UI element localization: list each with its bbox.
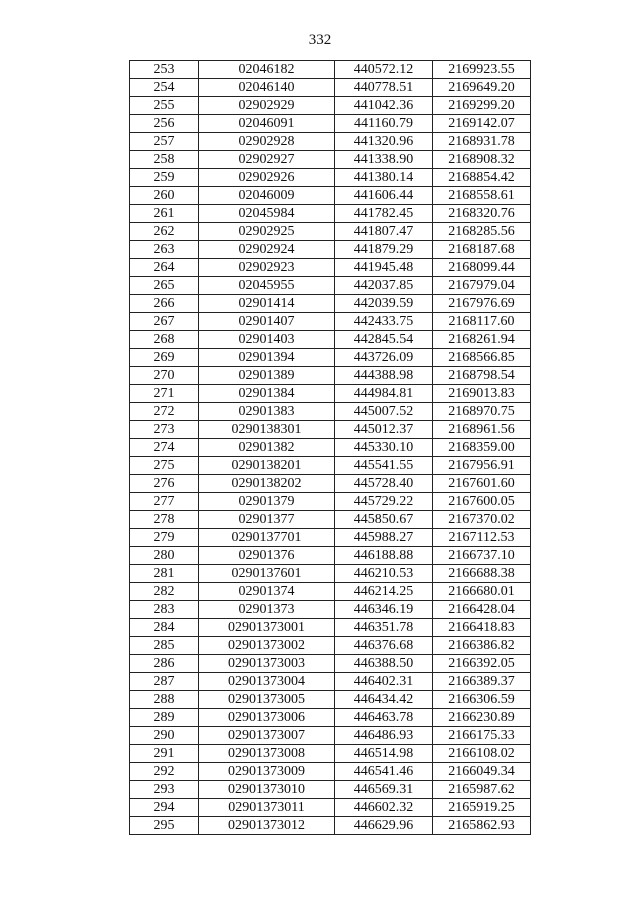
point-number-cell: 290 bbox=[130, 727, 199, 745]
point-number-cell: 289 bbox=[130, 709, 199, 727]
table-row bbox=[130, 313, 531, 331]
point-number-cell: 265 bbox=[130, 277, 199, 295]
y-coordinate-cell: 2168099.44 bbox=[433, 259, 531, 277]
point-number-cell: 267 bbox=[130, 313, 199, 331]
table-row bbox=[130, 583, 531, 601]
x-coordinate-cell: 445728.40 bbox=[335, 475, 433, 493]
y-coordinate-cell: 2166175.33 bbox=[433, 727, 531, 745]
point-number-cell: 285 bbox=[130, 637, 199, 655]
x-coordinate-cell: 446629.96 bbox=[335, 817, 433, 835]
point-id-cell: 02901373009 bbox=[199, 763, 335, 781]
x-coordinate-cell: 446346.19 bbox=[335, 601, 433, 619]
x-coordinate-cell: 442037.85 bbox=[335, 277, 433, 295]
point-id-cell: 0290137601 bbox=[199, 565, 335, 583]
y-coordinate-cell: 2166737.10 bbox=[433, 547, 531, 565]
x-coordinate-cell: 445850.67 bbox=[335, 511, 433, 529]
table-row bbox=[130, 637, 531, 655]
x-coordinate-cell: 445330.10 bbox=[335, 439, 433, 457]
y-coordinate-cell: 2166389.37 bbox=[433, 673, 531, 691]
x-coordinate-cell: 446463.78 bbox=[335, 709, 433, 727]
x-coordinate-cell: 444388.98 bbox=[335, 367, 433, 385]
point-id-cell: 02045955 bbox=[199, 277, 335, 295]
table-row bbox=[130, 403, 531, 421]
table-row bbox=[130, 619, 531, 637]
point-number-cell: 275 bbox=[130, 457, 199, 475]
x-coordinate-cell: 444984.81 bbox=[335, 385, 433, 403]
point-id-cell: 02901373004 bbox=[199, 673, 335, 691]
point-id-cell: 02046182 bbox=[199, 61, 335, 79]
table-row bbox=[130, 187, 531, 205]
x-coordinate-cell: 446486.93 bbox=[335, 727, 433, 745]
table-row bbox=[130, 745, 531, 763]
point-number-cell: 261 bbox=[130, 205, 199, 223]
point-number-cell: 281 bbox=[130, 565, 199, 583]
x-coordinate-cell: 440778.51 bbox=[335, 79, 433, 97]
table-row bbox=[130, 511, 531, 529]
table-row bbox=[130, 259, 531, 277]
table-row bbox=[130, 817, 531, 835]
x-coordinate-cell: 442845.54 bbox=[335, 331, 433, 349]
coordinates-table-body bbox=[130, 61, 531, 835]
point-id-cell: 02901373005 bbox=[199, 691, 335, 709]
y-coordinate-cell: 2168970.75 bbox=[433, 403, 531, 421]
point-number-cell: 254 bbox=[130, 79, 199, 97]
x-coordinate-cell: 446188.88 bbox=[335, 547, 433, 565]
table-row bbox=[130, 61, 531, 79]
x-coordinate-cell: 445988.27 bbox=[335, 529, 433, 547]
table-row bbox=[130, 97, 531, 115]
table-row bbox=[130, 349, 531, 367]
x-coordinate-cell: 446351.78 bbox=[335, 619, 433, 637]
x-coordinate-cell: 441338.90 bbox=[335, 151, 433, 169]
point-id-cell: 02901373010 bbox=[199, 781, 335, 799]
point-number-cell: 269 bbox=[130, 349, 199, 367]
x-coordinate-cell: 441160.79 bbox=[335, 115, 433, 133]
table-row bbox=[130, 655, 531, 673]
table-row bbox=[130, 223, 531, 241]
point-number-cell: 291 bbox=[130, 745, 199, 763]
point-number-cell: 292 bbox=[130, 763, 199, 781]
point-id-cell: 02901407 bbox=[199, 313, 335, 331]
y-coordinate-cell: 2168566.85 bbox=[433, 349, 531, 367]
x-coordinate-cell: 445012.37 bbox=[335, 421, 433, 439]
point-number-cell: 279 bbox=[130, 529, 199, 547]
table-row bbox=[130, 673, 531, 691]
x-coordinate-cell: 446388.50 bbox=[335, 655, 433, 673]
point-id-cell: 02046140 bbox=[199, 79, 335, 97]
table-row bbox=[130, 709, 531, 727]
point-number-cell: 287 bbox=[130, 673, 199, 691]
y-coordinate-cell: 2168320.76 bbox=[433, 205, 531, 223]
y-coordinate-cell: 2165862.93 bbox=[433, 817, 531, 835]
point-id-cell: 02046009 bbox=[199, 187, 335, 205]
x-coordinate-cell: 446376.68 bbox=[335, 637, 433, 655]
point-number-cell: 280 bbox=[130, 547, 199, 565]
y-coordinate-cell: 2168908.32 bbox=[433, 151, 531, 169]
table-row bbox=[130, 421, 531, 439]
point-number-cell: 273 bbox=[130, 421, 199, 439]
point-number-cell: 257 bbox=[130, 133, 199, 151]
point-id-cell: 02902923 bbox=[199, 259, 335, 277]
y-coordinate-cell: 2168285.56 bbox=[433, 223, 531, 241]
point-id-cell: 02901373 bbox=[199, 601, 335, 619]
point-id-cell: 02901384 bbox=[199, 385, 335, 403]
point-id-cell: 02901382 bbox=[199, 439, 335, 457]
point-number-cell: 271 bbox=[130, 385, 199, 403]
y-coordinate-cell: 2167976.69 bbox=[433, 295, 531, 313]
point-id-cell: 02901373007 bbox=[199, 727, 335, 745]
point-number-cell: 274 bbox=[130, 439, 199, 457]
table-row bbox=[130, 529, 531, 547]
table-row bbox=[130, 241, 531, 259]
y-coordinate-cell: 2166688.38 bbox=[433, 565, 531, 583]
point-id-cell: 02901389 bbox=[199, 367, 335, 385]
table-row bbox=[130, 457, 531, 475]
table-row bbox=[130, 727, 531, 745]
x-coordinate-cell: 446514.98 bbox=[335, 745, 433, 763]
table-row bbox=[130, 547, 531, 565]
table-row bbox=[130, 475, 531, 493]
point-number-cell: 256 bbox=[130, 115, 199, 133]
table-row bbox=[130, 367, 531, 385]
point-number-cell: 268 bbox=[130, 331, 199, 349]
y-coordinate-cell: 2167600.05 bbox=[433, 493, 531, 511]
point-number-cell: 283 bbox=[130, 601, 199, 619]
point-number-cell: 258 bbox=[130, 151, 199, 169]
point-id-cell: 02902925 bbox=[199, 223, 335, 241]
point-number-cell: 294 bbox=[130, 799, 199, 817]
x-coordinate-cell: 441782.45 bbox=[335, 205, 433, 223]
point-id-cell: 02901374 bbox=[199, 583, 335, 601]
table-row bbox=[130, 781, 531, 799]
point-id-cell: 02901394 bbox=[199, 349, 335, 367]
y-coordinate-cell: 2169013.83 bbox=[433, 385, 531, 403]
point-number-cell: 259 bbox=[130, 169, 199, 187]
point-number-cell: 277 bbox=[130, 493, 199, 511]
point-id-cell: 02046091 bbox=[199, 115, 335, 133]
table-row bbox=[130, 169, 531, 187]
y-coordinate-cell: 2167112.53 bbox=[433, 529, 531, 547]
point-number-cell: 282 bbox=[130, 583, 199, 601]
x-coordinate-cell: 446210.53 bbox=[335, 565, 433, 583]
point-id-cell: 02902929 bbox=[199, 97, 335, 115]
y-coordinate-cell: 2166680.01 bbox=[433, 583, 531, 601]
x-coordinate-cell: 446569.31 bbox=[335, 781, 433, 799]
point-number-cell: 253 bbox=[130, 61, 199, 79]
y-coordinate-cell: 2168359.00 bbox=[433, 439, 531, 457]
point-id-cell: 02901373001 bbox=[199, 619, 335, 637]
y-coordinate-cell: 2167956.91 bbox=[433, 457, 531, 475]
y-coordinate-cell: 2168187.68 bbox=[433, 241, 531, 259]
point-id-cell: 0290138201 bbox=[199, 457, 335, 475]
point-id-cell: 02902926 bbox=[199, 169, 335, 187]
table-row bbox=[130, 439, 531, 457]
point-id-cell: 02901379 bbox=[199, 493, 335, 511]
point-id-cell: 02901373012 bbox=[199, 817, 335, 835]
point-number-cell: 263 bbox=[130, 241, 199, 259]
table-row bbox=[130, 691, 531, 709]
table-row bbox=[130, 151, 531, 169]
x-coordinate-cell: 440572.12 bbox=[335, 61, 433, 79]
point-id-cell: 02901414 bbox=[199, 295, 335, 313]
x-coordinate-cell: 441042.36 bbox=[335, 97, 433, 115]
x-coordinate-cell: 446541.46 bbox=[335, 763, 433, 781]
point-number-cell: 278 bbox=[130, 511, 199, 529]
point-number-cell: 276 bbox=[130, 475, 199, 493]
point-number-cell: 266 bbox=[130, 295, 199, 313]
point-id-cell: 02901373002 bbox=[199, 637, 335, 655]
table-row bbox=[130, 79, 531, 97]
y-coordinate-cell: 2169649.20 bbox=[433, 79, 531, 97]
point-id-cell: 02901403 bbox=[199, 331, 335, 349]
x-coordinate-cell: 445541.55 bbox=[335, 457, 433, 475]
point-id-cell: 0290138202 bbox=[199, 475, 335, 493]
point-number-cell: 286 bbox=[130, 655, 199, 673]
y-coordinate-cell: 2168961.56 bbox=[433, 421, 531, 439]
point-id-cell: 02901373008 bbox=[199, 745, 335, 763]
point-id-cell: 0290138301 bbox=[199, 421, 335, 439]
y-coordinate-cell: 2167979.04 bbox=[433, 277, 531, 295]
table-row bbox=[130, 205, 531, 223]
point-id-cell: 0290137701 bbox=[199, 529, 335, 547]
table-row bbox=[130, 277, 531, 295]
y-coordinate-cell: 2168261.94 bbox=[433, 331, 531, 349]
y-coordinate-cell: 2169142.07 bbox=[433, 115, 531, 133]
page-number: 332 bbox=[308, 32, 332, 48]
point-number-cell: 293 bbox=[130, 781, 199, 799]
y-coordinate-cell: 2168117.60 bbox=[433, 313, 531, 331]
x-coordinate-cell: 441879.29 bbox=[335, 241, 433, 259]
point-id-cell: 02045984 bbox=[199, 205, 335, 223]
point-number-cell: 272 bbox=[130, 403, 199, 421]
point-id-cell: 02902927 bbox=[199, 151, 335, 169]
x-coordinate-cell: 441606.44 bbox=[335, 187, 433, 205]
y-coordinate-cell: 2166428.04 bbox=[433, 601, 531, 619]
table-row bbox=[130, 763, 531, 781]
y-coordinate-cell: 2168798.54 bbox=[433, 367, 531, 385]
table-row bbox=[130, 115, 531, 133]
y-coordinate-cell: 2169923.55 bbox=[433, 61, 531, 79]
x-coordinate-cell: 441945.48 bbox=[335, 259, 433, 277]
x-coordinate-cell: 446434.42 bbox=[335, 691, 433, 709]
x-coordinate-cell: 445007.52 bbox=[335, 403, 433, 421]
x-coordinate-cell: 446402.31 bbox=[335, 673, 433, 691]
table-row bbox=[130, 295, 531, 313]
point-number-cell: 270 bbox=[130, 367, 199, 385]
coordinates-table bbox=[129, 60, 531, 835]
table-row bbox=[130, 385, 531, 403]
y-coordinate-cell: 2166049.34 bbox=[433, 763, 531, 781]
point-id-cell: 02901373011 bbox=[199, 799, 335, 817]
y-coordinate-cell: 2165987.62 bbox=[433, 781, 531, 799]
y-coordinate-cell: 2168558.61 bbox=[433, 187, 531, 205]
x-coordinate-cell: 445729.22 bbox=[335, 493, 433, 511]
y-coordinate-cell: 2166230.89 bbox=[433, 709, 531, 727]
x-coordinate-cell: 446602.32 bbox=[335, 799, 433, 817]
point-id-cell: 02901383 bbox=[199, 403, 335, 421]
point-id-cell: 02902928 bbox=[199, 133, 335, 151]
point-number-cell: 284 bbox=[130, 619, 199, 637]
table-row bbox=[130, 493, 531, 511]
table-row bbox=[130, 601, 531, 619]
point-id-cell: 02901377 bbox=[199, 511, 335, 529]
y-coordinate-cell: 2166386.82 bbox=[433, 637, 531, 655]
x-coordinate-cell: 443726.09 bbox=[335, 349, 433, 367]
point-number-cell: 295 bbox=[130, 817, 199, 835]
y-coordinate-cell: 2168854.42 bbox=[433, 169, 531, 187]
point-id-cell: 02901376 bbox=[199, 547, 335, 565]
y-coordinate-cell: 2169299.20 bbox=[433, 97, 531, 115]
table-row bbox=[130, 799, 531, 817]
table-row bbox=[130, 565, 531, 583]
point-number-cell: 262 bbox=[130, 223, 199, 241]
y-coordinate-cell: 2166306.59 bbox=[433, 691, 531, 709]
y-coordinate-cell: 2168931.78 bbox=[433, 133, 531, 151]
x-coordinate-cell: 441807.47 bbox=[335, 223, 433, 241]
table-row bbox=[130, 331, 531, 349]
x-coordinate-cell: 442433.75 bbox=[335, 313, 433, 331]
table-row bbox=[130, 133, 531, 151]
y-coordinate-cell: 2166108.02 bbox=[433, 745, 531, 763]
y-coordinate-cell: 2167370.02 bbox=[433, 511, 531, 529]
y-coordinate-cell: 2166392.05 bbox=[433, 655, 531, 673]
point-number-cell: 264 bbox=[130, 259, 199, 277]
point-id-cell: 02901373003 bbox=[199, 655, 335, 673]
y-coordinate-cell: 2167601.60 bbox=[433, 475, 531, 493]
point-number-cell: 255 bbox=[130, 97, 199, 115]
x-coordinate-cell: 442039.59 bbox=[335, 295, 433, 313]
y-coordinate-cell: 2165919.25 bbox=[433, 799, 531, 817]
x-coordinate-cell: 441320.96 bbox=[335, 133, 433, 151]
y-coordinate-cell: 2166418.83 bbox=[433, 619, 531, 637]
x-coordinate-cell: 446214.25 bbox=[335, 583, 433, 601]
point-id-cell: 02902924 bbox=[199, 241, 335, 259]
point-number-cell: 288 bbox=[130, 691, 199, 709]
point-number-cell: 260 bbox=[130, 187, 199, 205]
x-coordinate-cell: 441380.14 bbox=[335, 169, 433, 187]
point-id-cell: 02901373006 bbox=[199, 709, 335, 727]
